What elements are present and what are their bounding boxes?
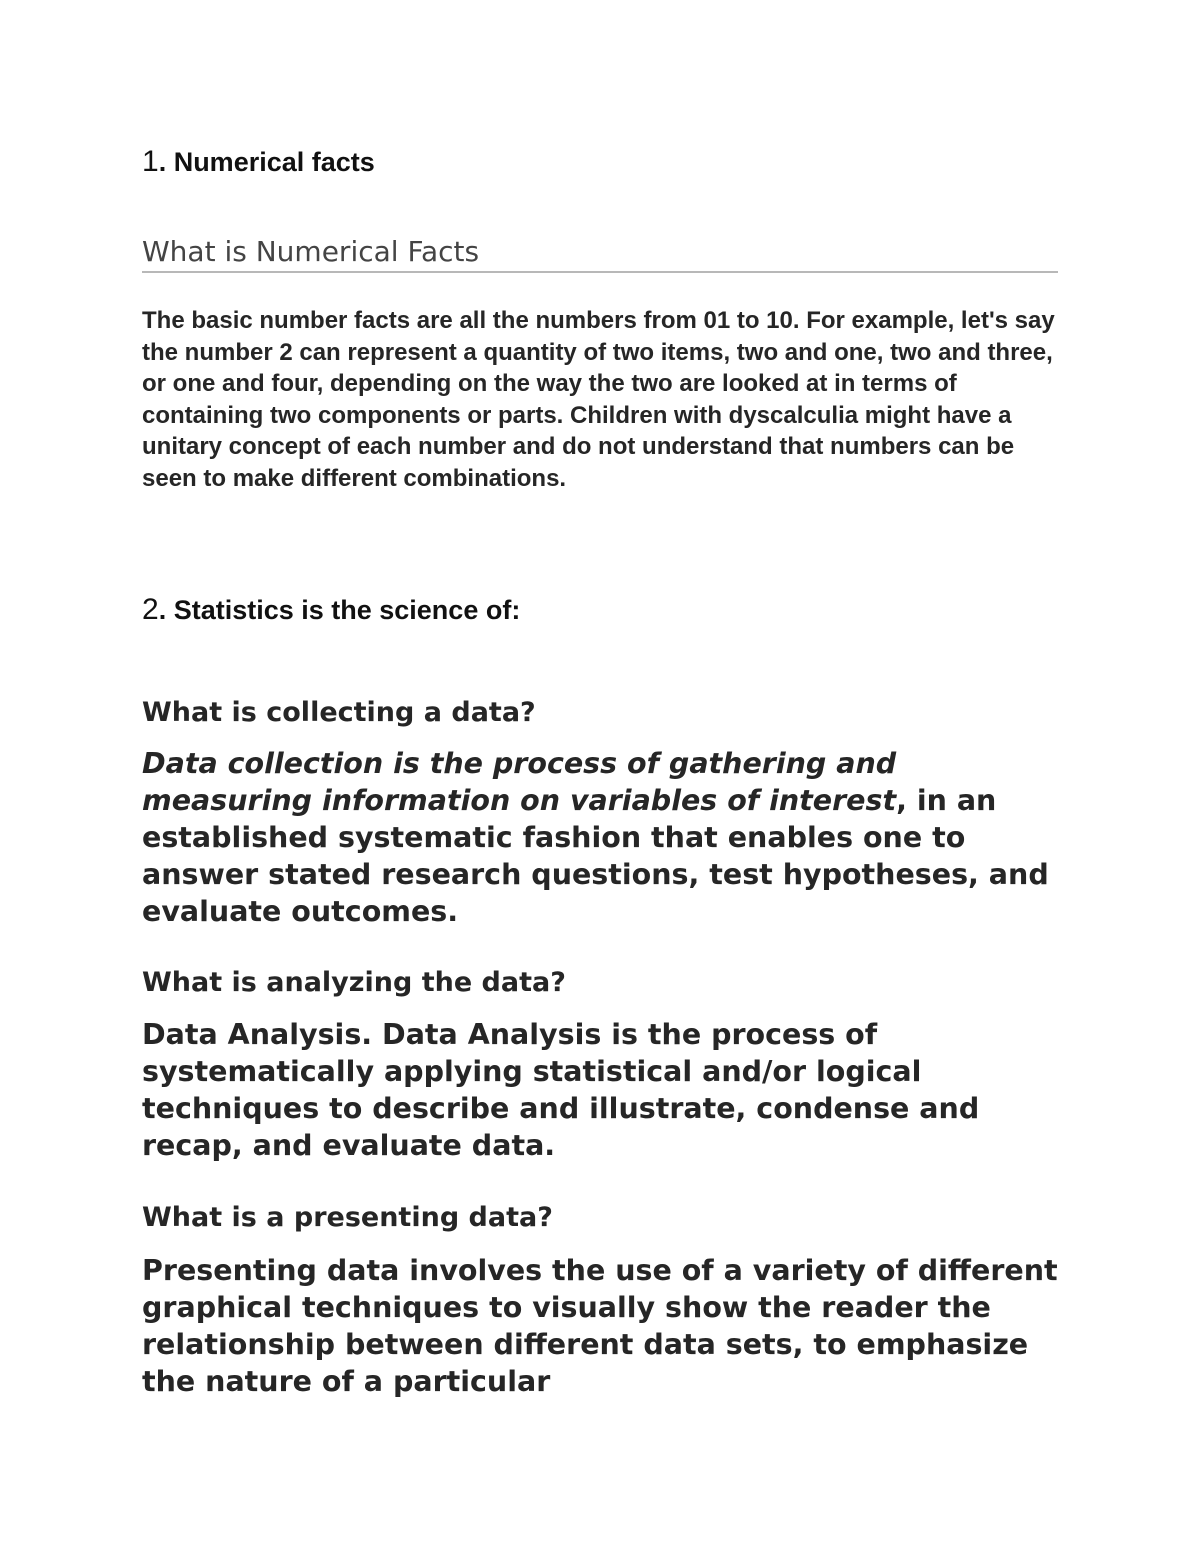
section2-heading: [142, 594, 1062, 626]
answer-presenting-data: Presenting data involves the use of a variety of different graphical techniques to visually show the reader the relationship between different data sets, to emphasize the nature of a particular: [142, 1254, 1058, 1398]
answer-collecting-data-rest: , in an established systematic fashion that enables one to answer stated research questions, test hypotheses, and evaluate outcomes.: [142, 784, 1049, 928]
answer-analyzing-data: Data Analysis. Data Analysis is the process of systematically applying statistical and/or logical techniques to describe and illustrate, condense and recap, and evaluate data.: [142, 1018, 980, 1162]
question-presenting-data: What is a presenting data?: [142, 1202, 553, 1233]
section2-title: . Statistics is the science of:: [158, 595, 521, 625]
question-collecting-data: What is collecting a data?: [142, 697, 536, 728]
answer-collecting-data: [142, 745, 1062, 930]
answer-collecting-data-italic: Data collection is the process of gathering and measuring information on variables of interest: [142, 747, 897, 817]
section1-body: The basic number facts are all the numbers from 01 to 10. For example, let's say the number 2 can represent a quantity of two items, two and one, two and three, or one and four, depending on the way the two are looked at in terms of containing two components or parts. Children with dyscalculia might have a unitary concept of each number and do not understand that numbers can be seen to make different combinations.: [142, 307, 1055, 492]
section1-subheading: What is Numerical Facts: [142, 235, 1058, 273]
section1-number: 1: [142, 145, 159, 178]
section2-number: 2: [142, 593, 159, 626]
question-analyzing-data: What is analyzing the data?: [142, 967, 566, 998]
section1-title: . Numerical facts: [158, 147, 375, 177]
section1-heading: [142, 146, 1062, 178]
